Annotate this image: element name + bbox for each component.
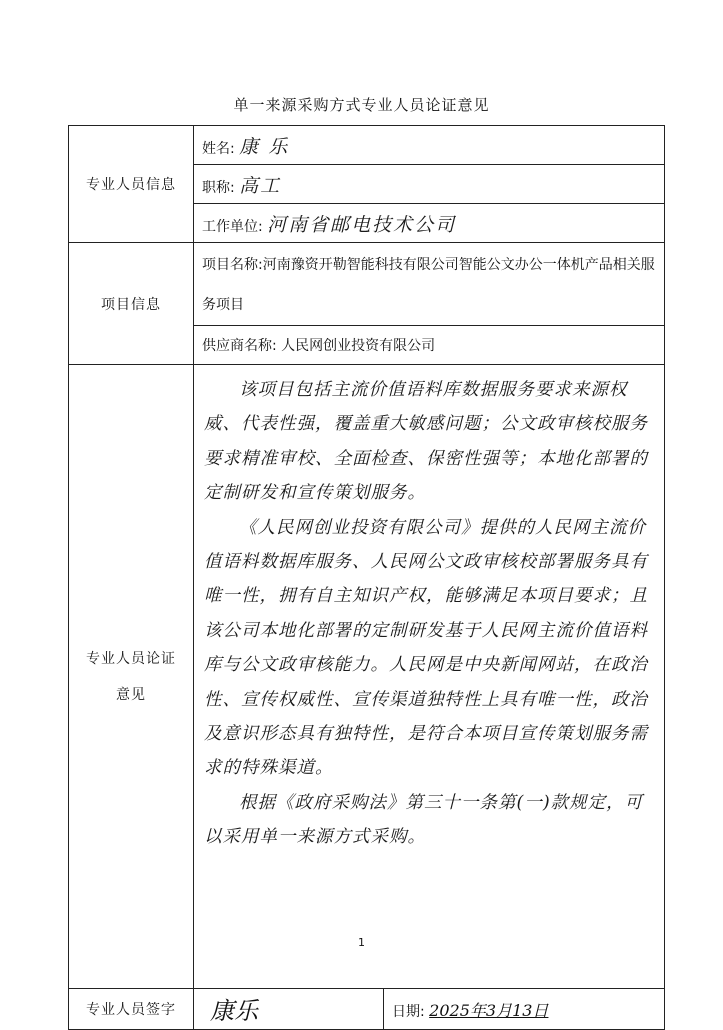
opinion-text (204, 373, 656, 855)
section-label-project: 项目信息 (69, 243, 194, 365)
opinion-label-line-1: 专业人员论证 (86, 650, 176, 667)
title-value: 高工 (239, 174, 282, 197)
unit-label: 工作单位: (202, 218, 263, 235)
supplier-value: 人民网创业投资有限公司 (281, 338, 436, 354)
unit-value: 河南省邮电技术公司 (267, 213, 457, 236)
opinion-form-table (68, 125, 665, 1030)
date-cell (384, 989, 665, 1030)
title-row (194, 165, 665, 204)
supplier-row (194, 326, 665, 365)
page-title: 单一来源采购方式专业人员论证意见 (233, 96, 490, 114)
opinion-paragraph: 《人民网创业投资有限公司》提供的人民网主流价值语料数据库服务、人民网公文政审核校部署服务具有唯一性，拥有自主知识产权，能够满足本项目要求；且该公司本地化部署的定制研发基于人民网主流价值语料库与公文政审核能力。人民网是中央新闻网站，在政治性、宣传权威性、宣传渠道独特性上具有唯一性，政治及意识形态具有独特性，是符合本项目宣传策划服务需求的特殊渠道。 (204, 517, 648, 779)
opinion-label-line-2: 意见 (116, 686, 146, 703)
date-label: 日期: (392, 1003, 425, 1020)
project-name-value: 河南豫资开勒智能科技有限公司智能公文办公一体机产品相关服务项目 (202, 257, 655, 313)
date-value: 2025年3月13日 (429, 1000, 549, 1020)
project-name-row (194, 243, 665, 326)
project-name-label: 项目名称: (202, 257, 263, 273)
title-label: 职称: (202, 179, 235, 196)
opinion-paragraph: 根据《政府采购法》第三十一条第(一)款规定，可以采用单一来源方式采购。 (204, 792, 644, 848)
signature-cell (194, 989, 384, 1030)
section-label-info: 专业人员信息 (69, 126, 194, 243)
supplier-label: 供应商名称: (202, 338, 277, 354)
opinion-paragraph: 该项目包括主流价值语料库数据服务要求来源权威、代表性强，覆盖重大敏感问题；公文政审核校服务要求精准审校、全面检查、保密性强等；本地化部署的定制研发和宣传策划服务。 (204, 380, 648, 504)
name-row (194, 126, 665, 165)
name-value: 康 乐 (239, 135, 290, 158)
section-label-signature: 专业人员签字 (69, 989, 194, 1030)
page-number: 1 (358, 936, 365, 949)
section-label-opinion (69, 365, 194, 989)
name-label: 姓名: (202, 140, 235, 157)
unit-row (194, 204, 665, 243)
handwritten-signature: 康乐 (210, 997, 258, 1025)
opinion-cell (194, 365, 665, 989)
